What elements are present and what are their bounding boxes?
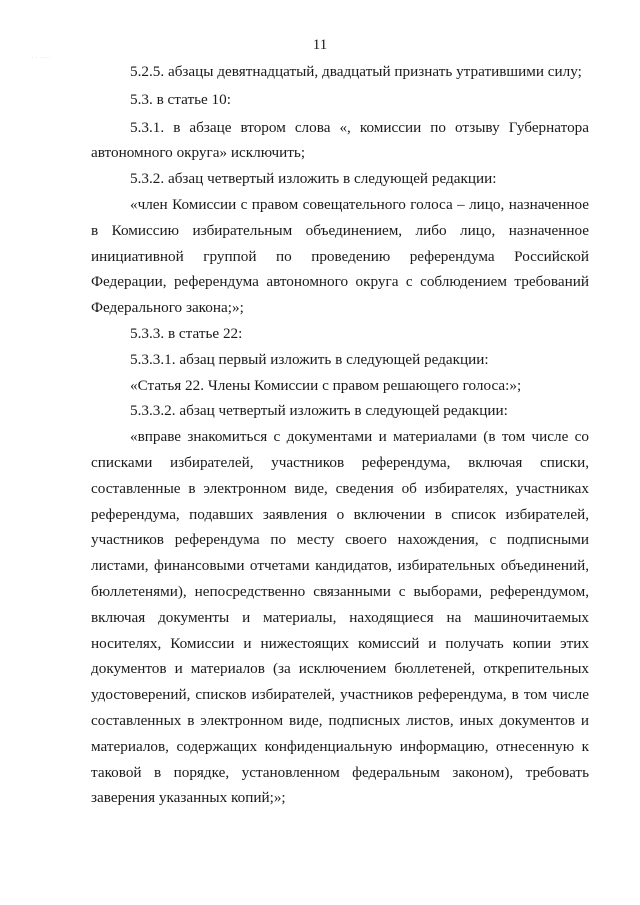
paragraph-5-3-3-2: 5.3.3.2. абзац четвертый изложить в следующей редакции: bbox=[130, 402, 508, 420]
paragraph-5-3-3-1: 5.3.3.1. абзац первый изложить в следующей редакции: bbox=[130, 350, 489, 368]
paragraph-5-2-5: 5.2.5. абзацы девятнадцатый, двадцатый признать утратившими силу; bbox=[130, 63, 582, 80]
paragraph-5-3: 5.3. в статье 10: bbox=[130, 90, 231, 108]
paragraph-5-3-2: 5.3.2. абзац четвертый изложить в следующей редакции: bbox=[130, 170, 497, 188]
paragraph-quote-rights: «вправе знакомиться с документами и материалами (в том числе со списками избирателей, участников референдума, включая списки, составленные в электронном виде, сведения об избирателях, участниках референдума, подавших заявления о включении в список избирателей, участников референдума по месту своего нахождения, с подписными листами, финансовыми отчетами кандидатов, избирательных объединений, бюллетенями), непосредственно связанными с выборами, референдумом, включая документы и материалы, находящиеся на машиночитаемых носителях, Комиссии и нижестоящих комиссий и получать копии этих документов и материалов (за исключением бюллетеней, открепительных удостоверений, списков избирателей, участников референдума, в том числе составленных в электронном виде, подписных листов, иных документов и материалов, содержащих конфиденциальную информацию, отнесенную к таковой в порядке, установленном федеральным законом), требовать заверения указанных копий;»; bbox=[91, 428, 589, 807]
document-body bbox=[91, 59, 589, 811]
paragraph-quote-member: «член Комиссии с правом совещательного голоса – лицо, назначенное в Комиссию избирательным объединением, либо лицо, назначенное инициативной группой по проведению референдума Российской Федерации, референдума автономного округа с соблюдением требований Федерального закона;»; bbox=[91, 195, 589, 317]
paragraph-5-3-3: 5.3.3. в статье 22: bbox=[130, 324, 243, 342]
paragraph-quote-article-22: «Статья 22. Члены Комиссии с правом решающего голоса:»; bbox=[130, 376, 522, 394]
scan-mark: ⸳ ⸳ ⸳⸳⸳⸳⸳ bbox=[32, 54, 51, 59]
paragraph-5-3-1: 5.3.1. в абзаце втором слова «, комиссии по отзыву Губернатора автономного округа» исключить; bbox=[91, 118, 589, 162]
page-number: 11 bbox=[312, 37, 328, 53]
